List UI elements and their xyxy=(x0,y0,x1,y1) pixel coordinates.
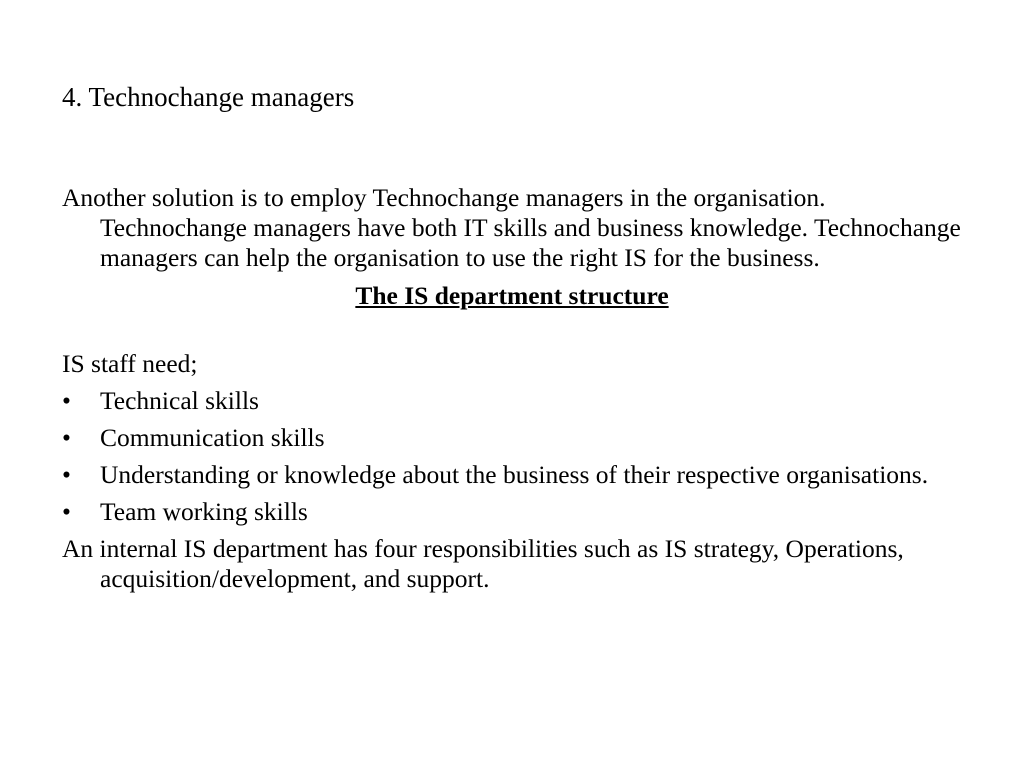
bullet-icon: • xyxy=(62,386,71,415)
list-item-text: Team working skills xyxy=(100,497,308,526)
bullet-icon: • xyxy=(62,423,71,452)
list-item-text: Understanding or knowledge about the business of their respective organisations. xyxy=(100,460,929,489)
list-item xyxy=(62,497,962,527)
list-item xyxy=(62,386,962,416)
list-item-text: Technical skills xyxy=(100,386,259,415)
skills-list xyxy=(62,386,962,527)
section-subheading: The IS department structure xyxy=(355,281,669,310)
bullet-icon: • xyxy=(62,460,71,489)
bullet-icon: • xyxy=(62,497,71,526)
needs-label: IS staff need; xyxy=(62,349,198,378)
slide-heading: 4. Technochange managers xyxy=(62,82,355,112)
slide-content xyxy=(62,183,962,594)
list-item-text: Communication skills xyxy=(100,423,325,452)
list-item xyxy=(62,423,962,453)
spacer xyxy=(62,311,962,349)
list-item xyxy=(62,460,962,490)
intro-paragraph: Another solution is to employ Technochange managers in the organisation. Technochange managers have both IT skills and business knowledge. Technochange managers can help the organisation to use the right IS for the business. xyxy=(62,183,961,272)
closing-paragraph: An internal IS department has four responsibilities such as IS strategy, Operations, acquisition/development, and support. xyxy=(62,534,904,593)
